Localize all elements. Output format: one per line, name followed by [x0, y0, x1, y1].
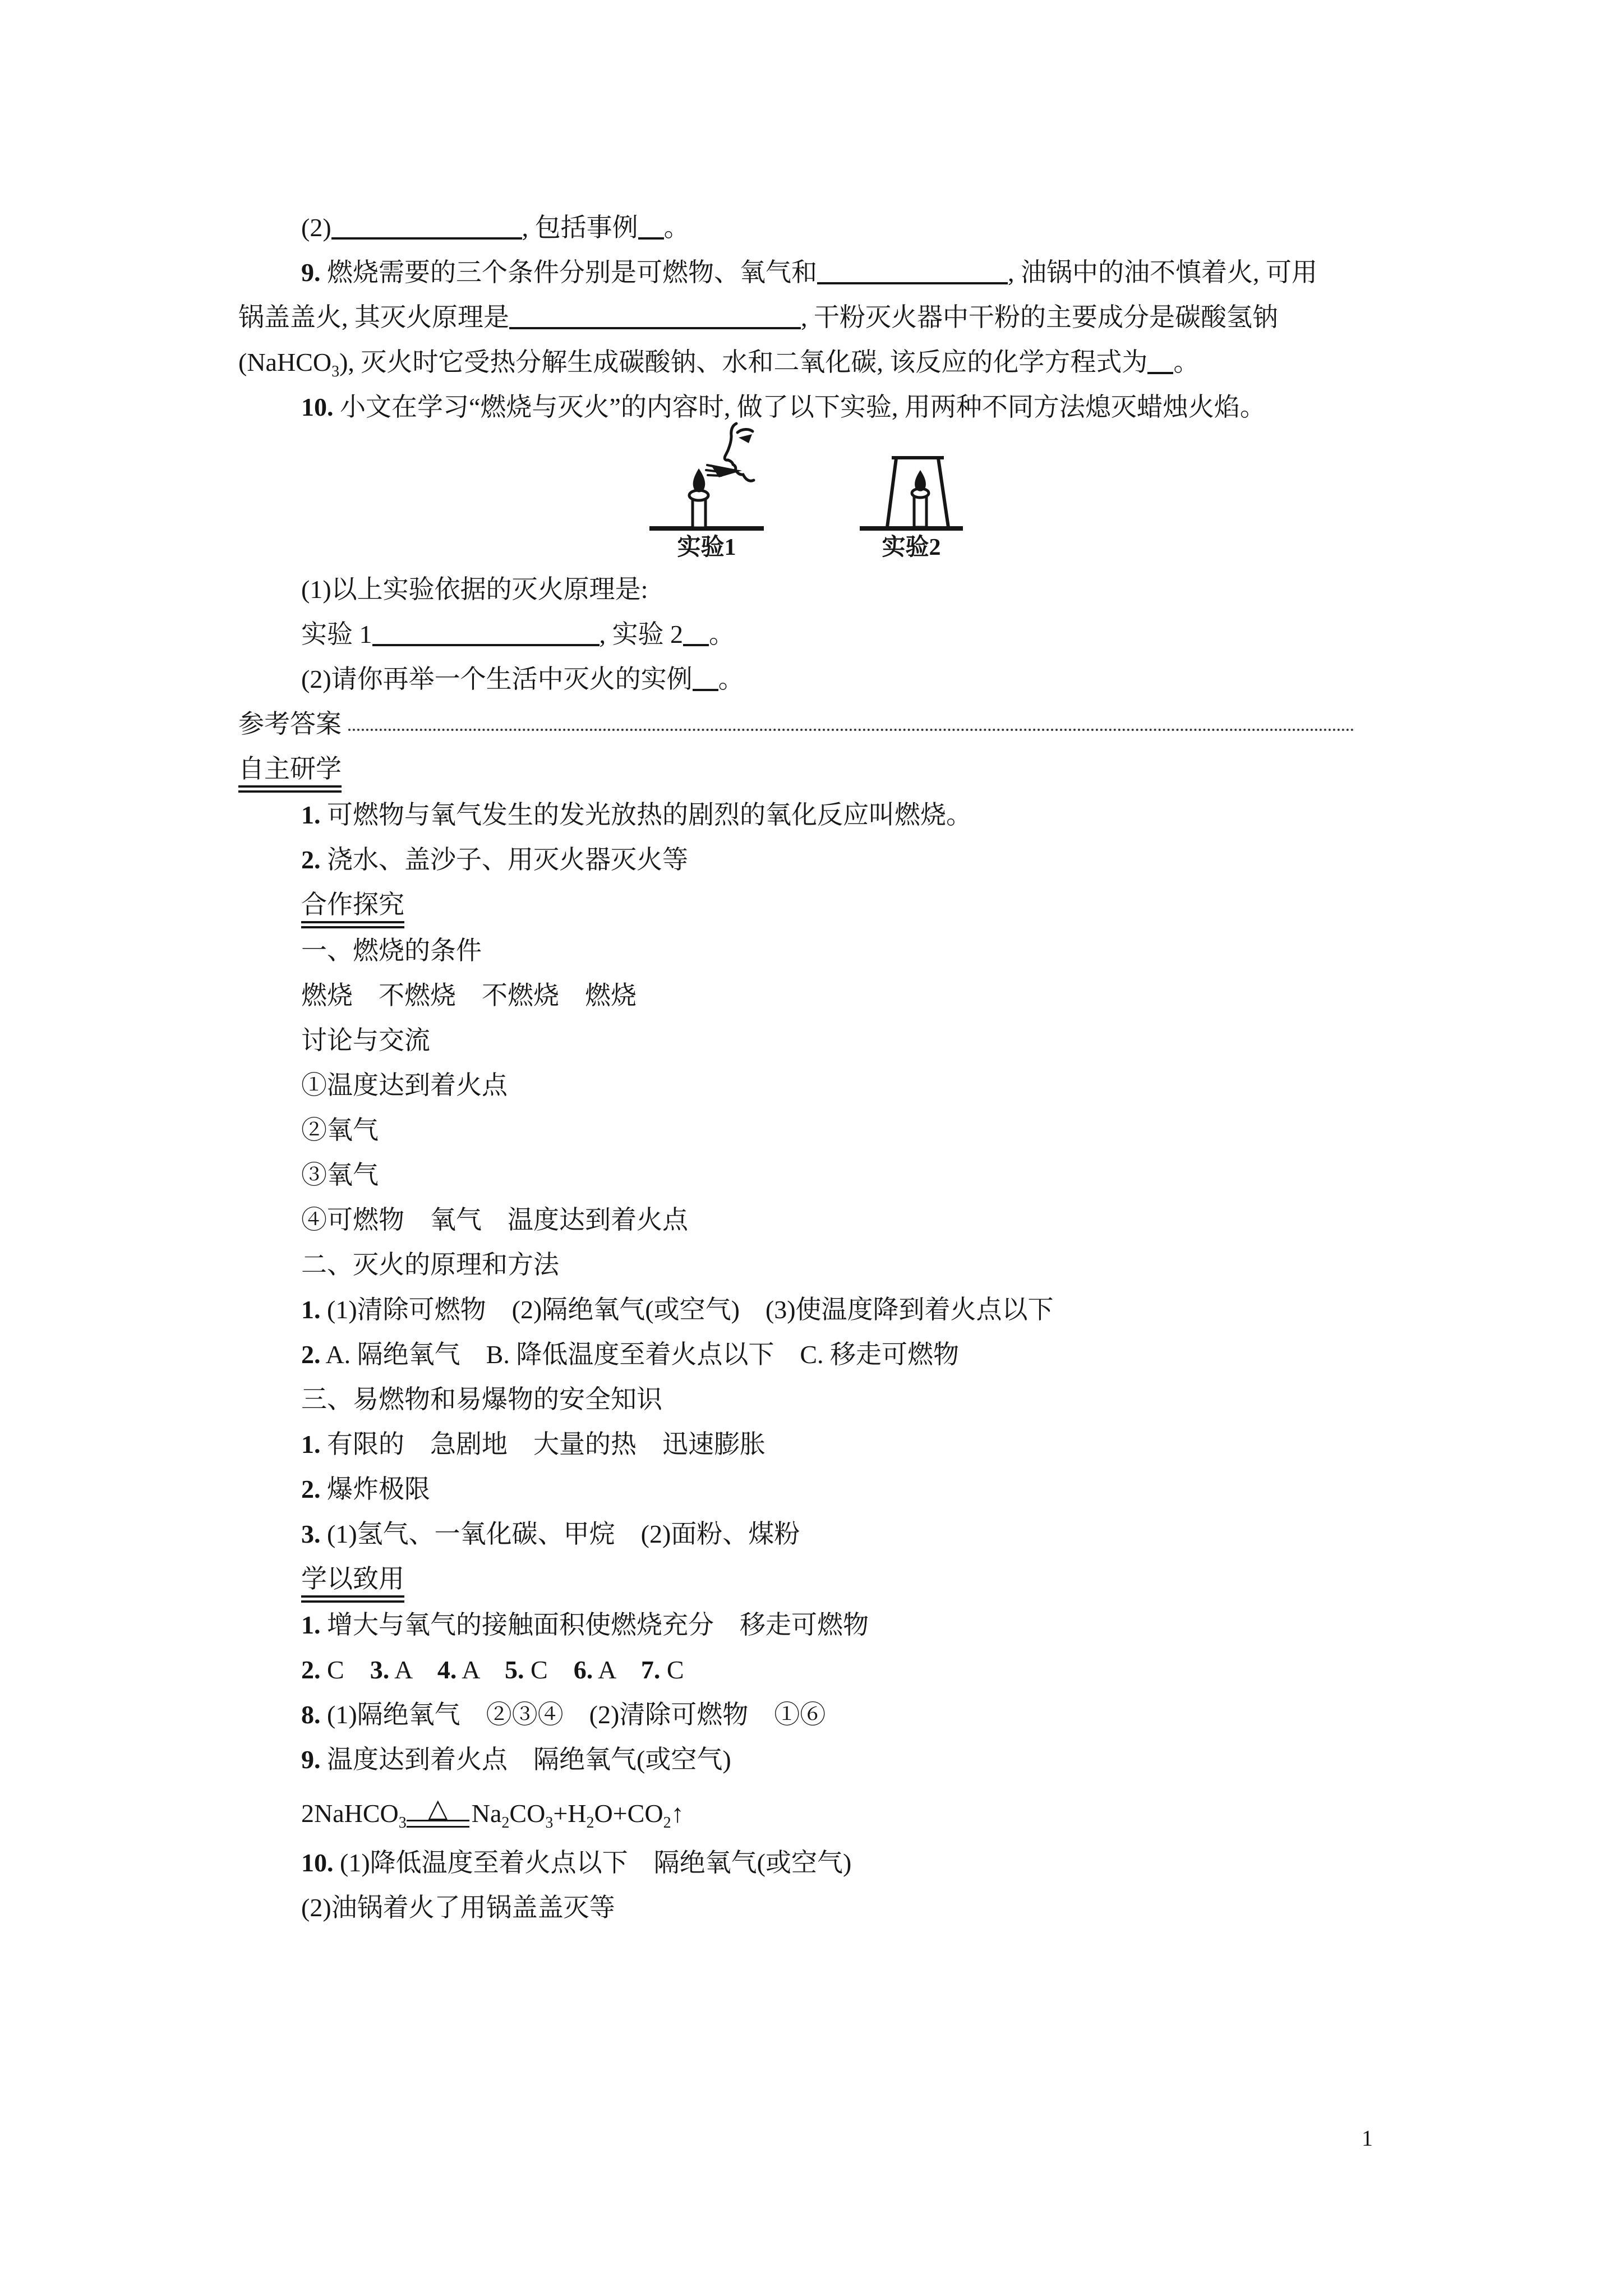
question-9-continuation-1 [238, 295, 1382, 340]
answer-text: 一、燃烧的条件 [301, 936, 482, 965]
section-apply-knowledge [238, 1557, 1382, 1603]
face-eye-icon [739, 434, 752, 443]
answer-line [238, 1287, 1382, 1332]
answer-text: 增大与氧气的接触面积使燃烧充分 移走可燃物 [320, 1611, 869, 1639]
answer-text: ③氧气 [301, 1161, 379, 1189]
experiment-2-drawing [847, 417, 976, 532]
figure-experiment-2 [847, 417, 976, 563]
chemical-formula-text: CO [509, 1799, 546, 1828]
answer-number: 2. [301, 1475, 321, 1503]
answer-text: 燃烧 不燃烧 不燃烧 燃烧 [301, 981, 637, 1010]
subscript: 2 [663, 1814, 671, 1832]
question-text: (1)以上实验依据的灭火原理是: [301, 575, 648, 604]
answer-text: ①温度达到着火点 [301, 1071, 508, 1099]
question-text: 锅盖盖火, 其灭火原理是 [238, 303, 509, 332]
section-heading: 自主研学 [238, 753, 342, 793]
candle-icon [914, 495, 926, 527]
answer-line [238, 1377, 1382, 1422]
answer-line [238, 793, 1382, 838]
chemical-formula-text: (NaHCO [238, 348, 332, 376]
answer-number: 7. [640, 1655, 661, 1684]
figure-experiment-1 [648, 417, 766, 563]
answer-line [238, 1885, 1382, 1930]
question-9-continuation-2 [238, 340, 1382, 385]
question-text: ), 灭火时它受热分解生成碳酸钠、水和二氧化碳, 该反应的化学方程式为 [339, 348, 1148, 376]
answer-text: 讨论与交流 [301, 1026, 430, 1055]
answer-blank [372, 639, 600, 646]
heated-equals-symbol [407, 1793, 469, 1828]
answer-line [238, 973, 1382, 1018]
answer-number: 10. [301, 1848, 334, 1877]
flame-icon [915, 470, 926, 491]
answer-text: A [593, 1655, 641, 1684]
chemical-formula-text: O+CO [594, 1799, 663, 1828]
section-self-study [238, 747, 1382, 793]
answer-number: 1. [301, 1295, 321, 1324]
answer-text: (1)清除可燃物 (2)隔绝氧气(或空气) (3)使温度降到着火点以下 [320, 1295, 1054, 1324]
answer-text: (2)油锅着火了用锅盖盖灭等 [301, 1893, 615, 1922]
question-9-line [238, 250, 1382, 295]
candle-icon [693, 498, 706, 528]
answer-text: (1)氢气、一氧化碳、甲烷 (2)面粉、煤粉 [320, 1520, 800, 1548]
answer-text: 浇水、盖沙子、用灭火器灭火等 [320, 845, 688, 874]
answer-number: 4. [437, 1655, 457, 1684]
question-text: 。 [663, 213, 690, 242]
answer-number: 8. [301, 1700, 321, 1729]
answer-blank [1147, 367, 1173, 374]
answer-blank [638, 233, 664, 240]
reference-answers-title: 参考答案 [238, 710, 342, 738]
flame-icon [693, 468, 706, 493]
answer-text: C [320, 1655, 370, 1684]
question-text: 燃烧需要的三个条件分别是可燃物、氧气和 [320, 258, 817, 287]
answer-line [238, 1198, 1382, 1243]
answer-line [238, 1108, 1382, 1153]
question-10-sub1-answer-line [238, 612, 1382, 657]
delta-triangle-icon: △ [428, 1793, 448, 1823]
answer-number: 2. [301, 845, 321, 874]
reference-answers-divider [238, 702, 1382, 747]
answer-blank [331, 233, 522, 240]
question-text: 实验 1 [301, 620, 372, 648]
subscript: 3 [545, 1814, 554, 1832]
dotted-rule [348, 729, 1354, 731]
question-number: 10. [301, 393, 334, 421]
answer-line [238, 1692, 1382, 1737]
answer-text: (1)降低温度至着火点以下 隔绝氧气(或空气) [333, 1848, 852, 1877]
section-cooperative-inquiry [238, 882, 1382, 928]
answer-text: 可燃物与氧气发生的发光放热的剧烈的氧化反应叫燃烧。 [320, 800, 972, 829]
section-heading: 合作探究 [301, 889, 404, 928]
answer-number: 6. [573, 1655, 593, 1684]
section-heading: 学以致用 [301, 1563, 404, 1603]
figure-2-caption: 实验2 [882, 535, 941, 560]
answer-text: A [457, 1655, 505, 1684]
subscript: 2 [501, 1814, 510, 1832]
answer-blank [683, 639, 709, 646]
subscript: 2 [586, 1814, 594, 1832]
answer-number: 3. [301, 1520, 321, 1548]
answer-line [238, 1332, 1382, 1377]
answer-text: (1)隔绝氧气 ②③④ (2)清除可燃物 ①⑥ [320, 1700, 826, 1729]
answer-number: 1. [301, 1430, 321, 1458]
answer-blank [509, 323, 801, 329]
answer-text: C [660, 1655, 684, 1684]
question-text: 。 [718, 665, 744, 693]
answer-text: A [389, 1655, 437, 1684]
document-content [238, 205, 1382, 1930]
answer-text: C [524, 1655, 574, 1684]
answer-line [238, 1603, 1382, 1648]
answer-number: 3. [370, 1655, 390, 1684]
answer-number: 9. [301, 1745, 321, 1774]
answer-line [238, 1467, 1382, 1512]
answer-blank [693, 684, 718, 691]
answer-text: 温度达到着火点 隔绝氧气(或空气) [320, 1745, 731, 1774]
chemical-equation-line [238, 1791, 1382, 1836]
question-10-sub2-line [238, 657, 1382, 702]
answer-blank [817, 278, 1008, 284]
answer-line [238, 1243, 1382, 1287]
question-text: , 实验 2 [599, 620, 683, 648]
answer-number: 2. [301, 1655, 321, 1684]
question-text: (2)请你再举一个生活中灭火的实例 [301, 665, 693, 693]
question-text: , 油锅中的油不慎着火, 可用 [1008, 258, 1317, 287]
answer-text: ④可燃物 氧气 温度达到着火点 [301, 1205, 688, 1234]
question-text: 。 [1173, 348, 1200, 376]
question-8-part2-line [238, 205, 1382, 250]
answer-text: ②氧气 [301, 1116, 379, 1144]
chemical-formula-text: 2NaHCO [301, 1799, 399, 1828]
question-text: (2) [301, 213, 331, 242]
experiment-figures [238, 430, 1382, 567]
answer-number: 5. [505, 1655, 524, 1684]
answer-number: 2. [301, 1340, 321, 1369]
question-10-sub1-line [238, 567, 1382, 612]
answer-line [238, 1841, 1382, 1885]
question-text: 小文在学习“燃烧与灭火”的内容时, 做了以下实验, 用两种不同方法熄灭蜡烛火焰。 [333, 393, 1266, 421]
double-line-icon [407, 1820, 469, 1828]
answer-line [238, 838, 1382, 882]
question-10-line [238, 385, 1382, 430]
answer-number: 1. [301, 1611, 321, 1639]
page-number: 1 [1362, 2125, 1373, 2151]
answer-line [238, 1153, 1382, 1198]
answer-line [238, 1422, 1382, 1467]
answer-line [238, 1063, 1382, 1108]
answer-line [238, 1737, 1382, 1782]
answer-line [238, 928, 1382, 973]
subscript: 3 [398, 1814, 407, 1832]
question-text: , 包括事例 [522, 213, 638, 242]
answer-text: A. 隔绝氧气 B. 降低温度至着火点以下 C. 移走可燃物 [320, 1340, 960, 1369]
question-text: 。 [709, 620, 735, 648]
answer-text: 二、灭火的原理和方法 [301, 1250, 559, 1279]
gas-up-arrow-icon: ↑ [671, 1799, 684, 1828]
experiment-1-drawing [648, 417, 766, 532]
question-text: , 干粉灭火器中干粉的主要成分是碳酸氢钠 [801, 303, 1278, 332]
answer-text: 三、易燃物和易爆物的安全知识 [301, 1385, 662, 1414]
answer-number: 1. [301, 800, 321, 829]
subscript: 3 [331, 363, 340, 380]
chemical-formula-text: +H [553, 1799, 587, 1828]
chemical-formula-text: Na [471, 1799, 502, 1828]
question-number: 9. [301, 258, 321, 287]
answer-line [238, 1512, 1382, 1557]
answer-text: 有限的 急剧地 大量的热 迅速膨胀 [320, 1430, 766, 1458]
answer-line-multiple-choice [238, 1648, 1382, 1692]
answer-text: 爆炸极限 [320, 1475, 430, 1503]
figure-1-caption: 实验1 [677, 535, 736, 560]
answer-line [238, 1018, 1382, 1063]
face-eyebrow-icon [737, 429, 753, 432]
